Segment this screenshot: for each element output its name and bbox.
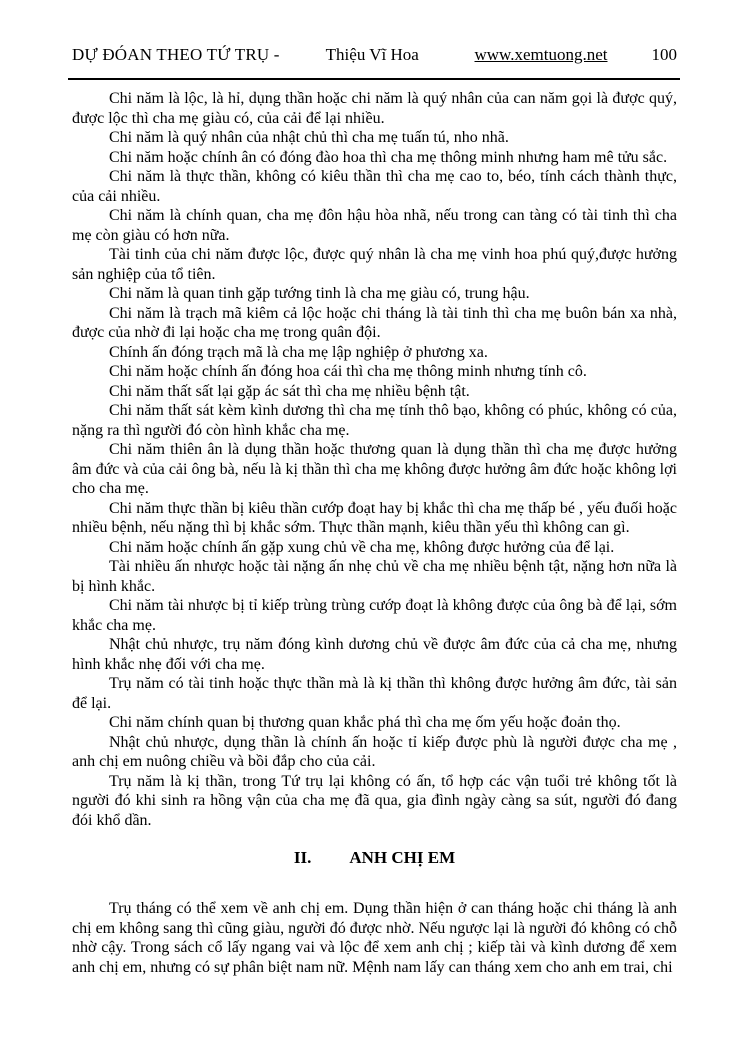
paragraph: Chính ấn đóng trạch mã là cha mẹ lập nghiệp ở phương xa. — [109, 343, 488, 361]
section-number: II. — [293, 848, 312, 867]
page-header — [72, 44, 677, 65]
author-name: Thiệu Vĩ Hoa — [325, 45, 419, 64]
paragraph: Chi năm hoặc chính ân có đóng đào hoa thì cha mẹ thông minh nhưng ham mê tửu sắc. — [109, 148, 668, 166]
paragraph: Trụ năm có tài tinh hoặc thực thần mà là kị thần thì không được hưởng âm đức, tài sản để lại. — [72, 675, 677, 712]
paragraph: Chi năm là lộc, là hỉ, dụng thần hoặc chi năm là quý nhân của can năm gọi là được quý, được lộc thì cha mẹ giàu có, của cải để lại nhiều. — [72, 90, 677, 127]
paragraph: Chi năm chính quan bị thương quan khắc phá thì cha mẹ ốm yếu hoặc đoản thọ. — [109, 714, 621, 731]
paragraph: Chi năm là quý nhân của nhật chủ thì cha mẹ tuấn tú, nho nhã. — [109, 129, 509, 146]
page-number: 100 — [651, 45, 677, 64]
paragraph: Chi năm là thực thần, không có kiêu thần thì cha mẹ cao to, béo, tính cách thành thực, của cải nhiều. — [72, 168, 677, 205]
section-siblings-text — [72, 899, 677, 977]
paragraph: Tài nhiều ấn nhược hoặc tài nặng ấn nhẹ chủ về cha mẹ nhiều bệnh tật, nặng hơn nữa là bị hình khắc. — [72, 558, 677, 595]
paragraph: Chi năm hoặc chính ấn đóng hoa cái thì cha mẹ thông minh nhưng tính cô. — [109, 363, 587, 380]
paragraph: Chi năm thực thần bị kiêu thần cướp đoạt hay bị khắc thì cha mẹ thấp bé , yếu đuối hoặc nhiều bệnh, nếu nặng thì bị khắc sớm. Thực thần mạnh, kiêu thần yếu thì không can gì. — [72, 499, 677, 536]
paragraph: Trụ tháng có thể xem về anh chị em. Dụng thần hiện ở can tháng hoặc chi tháng là anh chị em không sang thì cũng giàu, người đó được nhờ. Nếu ngược lại là người đó không có chỗ nhờ cậy. Trong sách cổ lấy ngang vai và lộc để xem anh chị ; kiếp tài và kình dương để xem anh chị em, nhưng có sự phân biệt nam nữ. Mệnh nam lấy can tháng xem cho anh em trai, chi — [72, 900, 677, 976]
paragraph: Chi năm là chính quan, cha mẹ đôn hậu hòa nhã, nếu trong can tàng có tài tinh thì cha mẹ còn giàu có hơn nữa. — [72, 207, 677, 244]
paragraph: Nhật chủ nhược, dụng thần là chính ấn hoặc tỉ kiếp được phù là người được cha mẹ , anh chị em nuông chiều và bồi đắp cho của cải. — [72, 733, 677, 770]
website-link[interactable]: www.xemtuong.net — [474, 45, 608, 64]
book-title: DỰ ĐÓAN THEO TỨ TRỤ - — [72, 45, 280, 64]
header-divider — [68, 78, 680, 80]
section-title: ANH CHỊ EM — [349, 848, 456, 867]
paragraph: Chi năm hoặc chính ấn gặp xung chủ về cha mẹ, không được hưởng của để lại. — [109, 538, 615, 556]
paragraph: Chi năm là trạch mã kiêm cả lộc hoặc chi tháng là tài tinh thì cha mẹ buôn bán xa nhà, được của nhờ đi lại hoặc cha mẹ trong quân đội. — [72, 304, 677, 341]
paragraph: Tài tinh của chi năm được lộc, được quý nhân là cha mẹ vinh hoa phú quý,được hưởng sản nghiệp của tổ tiên. — [72, 246, 677, 283]
paragraph: Chi năm tài nhược bị tỉ kiếp trùng trùng cướp đoạt là không được của ông bà để lại, sớm khắc cha mẹ. — [72, 597, 677, 634]
paragraph: Chi năm là quan tinh gặp tướng tinh là cha mẹ giàu có, trung hậu. — [109, 285, 530, 302]
paragraph: Trụ năm là kị thần, trong Tứ trụ lại không có ấn, tổ hợp các vận tuổi trẻ không tốt là người đó khi sinh ra hồng vận của cha mẹ đã qua, gia đình ngày càng sa sút, người đó đang đói khổ dần. — [72, 772, 677, 829]
paragraph: Chi năm thiên ân là dụng thần hoặc thương quan là dụng thần thì cha mẹ được hưởng âm đức và của cải ông bà, nếu là kị thần thì cha mẹ không được hưởng âm đức hoặc không lợi cho cha mẹ. — [72, 441, 677, 497]
paragraph: Chi năm thất sất lại gặp ác sát thì cha mẹ nhiều bệnh tật. — [109, 382, 470, 400]
paragraph: Chi năm thất sát kèm kình dương thì cha mẹ tính thô bạo, không có phúc, không có của, nặng ra thì người đó còn hình khắc cha mẹ. — [72, 402, 677, 439]
section-heading — [72, 847, 677, 868]
section-parents-text — [72, 89, 677, 830]
paragraph: Nhật chủ nhược, trụ năm đóng kình dương chủ về được âm đức của cả cha mẹ, nhưng hình khắc nhẹ đối với cha mẹ. — [72, 636, 677, 673]
